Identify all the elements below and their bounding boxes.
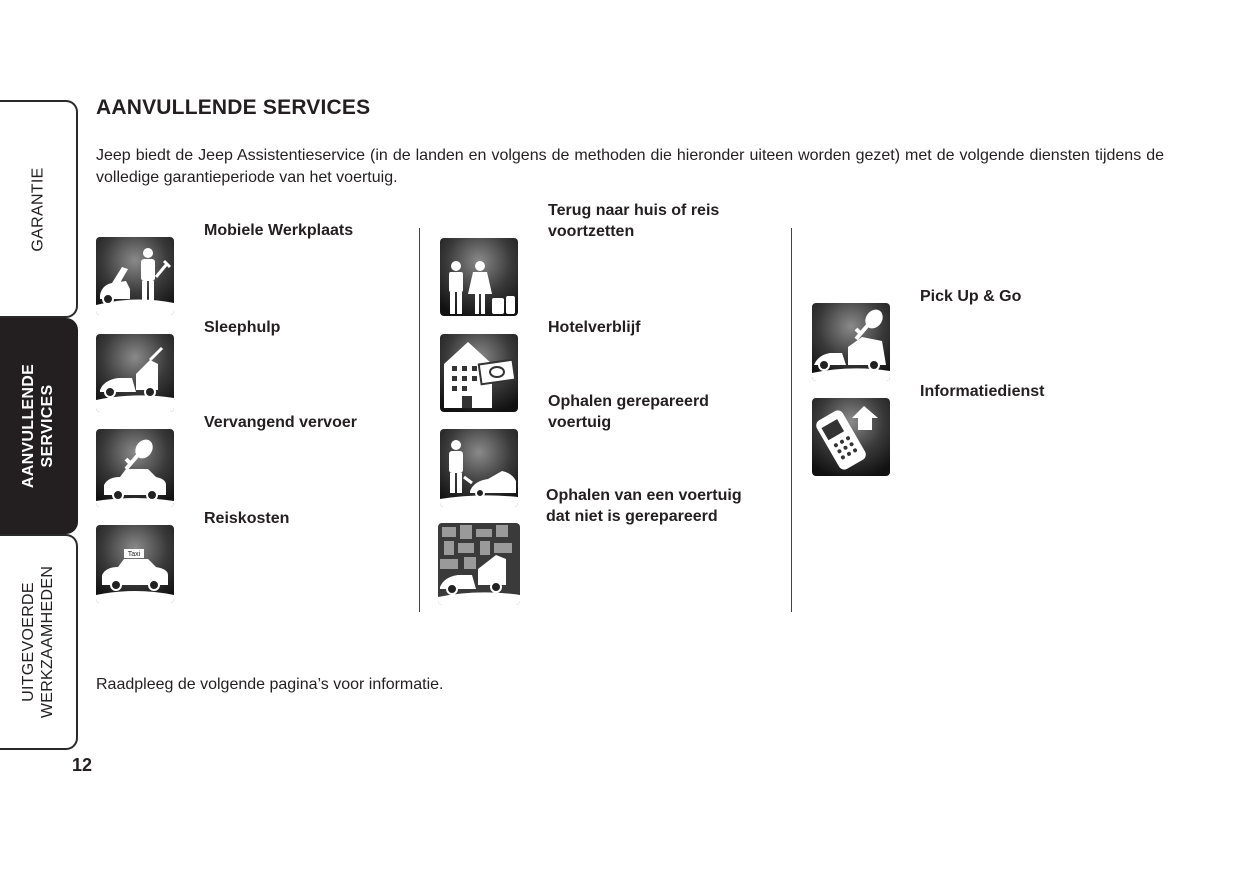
hotel-icon <box>440 334 518 412</box>
service-label: Ophalen gerepareerd voertuig <box>548 393 709 431</box>
service-label: Hotelverblijf <box>548 319 641 336</box>
service-label: Reiskosten <box>204 510 290 527</box>
mechanic-icon <box>96 237 174 315</box>
side-tab-aanvullende-services[interactable] <box>0 318 78 534</box>
tow-truck-icon <box>96 334 174 412</box>
page-title: AANVULLENDE SERVICES <box>96 96 371 119</box>
taxi-icon <box>96 525 174 603</box>
taxi-sign-text: Taxi <box>127 551 141 558</box>
phone-info-icon <box>812 398 890 476</box>
travellers-icon <box>440 238 518 316</box>
column-divider <box>791 228 792 612</box>
side-tab-label: GARANTIE <box>29 166 47 252</box>
intro-paragraph: Jeep biedt de Jeep Assistentieservice (in de landen en volgens de methoden die hieronder uiteen worden gezet) met de volgende diensten tijdens de volledige garantieperiode van het voertuig. <box>96 147 1164 186</box>
service-label: Ophalen van een voertuig dat niet is gerepareerd <box>546 487 742 525</box>
car-pickup-icon <box>440 429 518 507</box>
unrepaired-car-icon <box>438 523 520 605</box>
service-label: Pick Up & Go <box>920 288 1022 305</box>
footer-note: Raadpleeg de volgende pagina’s voor informatie. <box>96 676 444 693</box>
page-number: 12 <box>72 755 93 775</box>
service-label: Sleephulp <box>204 319 281 336</box>
replacement-car-icon <box>96 429 174 507</box>
pick-up-go-icon <box>812 303 890 381</box>
side-tab-uitgevoerde-werkzaamheden[interactable] <box>0 534 78 750</box>
side-tab-garantie[interactable] <box>0 100 78 318</box>
side-tab-label: UITGEVOERDE WERKZAAMHEDEN <box>20 565 57 719</box>
side-tab-label: AANVULLENDE SERVICES <box>20 363 57 489</box>
service-label: Terug naar huis of reis voortzetten <box>548 202 720 240</box>
service-label: Vervangend vervoer <box>204 414 357 431</box>
service-label: Informatiedienst <box>920 383 1045 400</box>
service-label: Mobiele Werkplaats <box>204 222 354 239</box>
